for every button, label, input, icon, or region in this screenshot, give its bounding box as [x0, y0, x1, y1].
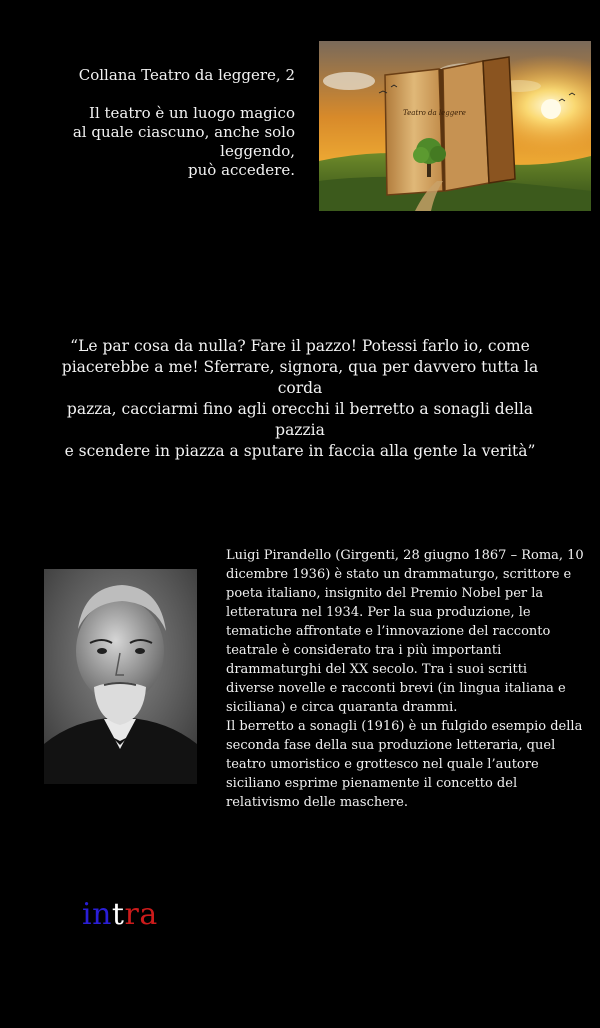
series-tagline [10, 104, 295, 180]
bio-paragraph-2 [226, 717, 586, 812]
tagline-line: Il teatro è un luogo magico [89, 104, 295, 122]
bio-line: tematiche affrontate e l’innovazione del racconto [226, 624, 551, 639]
bio-line: poeta italiano, insignito del Premio Nobel per la [226, 586, 544, 601]
bio-line: diverse novelle e racconti brevi (in lingua italiana e [226, 681, 566, 696]
bio-line: letteratura nel 1934. Per la sua produzione, le [226, 605, 531, 620]
bio-line: Luigi Pirandello (Girgenti, 28 giugno 1867 – Roma, 10 [226, 548, 584, 563]
quote-line: pazza, cacciarmi fino agli orecchi il berretto a sonagli della pazzia [66, 400, 534, 439]
bio-line: Il berretto a sonagli (1916) è un fulgido esempio della [226, 719, 583, 734]
bio-line: relativismo delle maschere. [226, 795, 408, 810]
tagline-line: al quale ciascuno, anche solo leggendo, [72, 123, 295, 160]
publisher-logo [82, 897, 158, 932]
author-biography [226, 546, 586, 812]
quote-line: e scendere in piazza a sputare in faccia alla gente la verità” [64, 442, 536, 460]
bio-line: seconda fase della sua produzione letteraria, quel [226, 738, 556, 753]
bio-paragraph-1 [226, 546, 586, 717]
tagline-line: può accedere. [188, 161, 295, 179]
bio-line: teatro umoristico e grottesco nel quale l’autore [226, 757, 539, 772]
author-portrait [44, 569, 197, 784]
pirandello-quote [40, 336, 560, 462]
series-title: Collana Teatro da leggere, 2 [78, 66, 295, 84]
logo-part-white: t [111, 897, 125, 932]
quote-line: piacerebbe a me! Sferrare, signora, qua per davvero tutta la corda [61, 358, 539, 397]
bio-line: siciliano esprime pienamente il concetto del [226, 776, 518, 791]
quote-line: “Le par cosa da nulla? Fare il pazzo! Potessi farlo io, come [70, 337, 530, 355]
bio-line: dicembre 1936) è stato un drammaturgo, scrittore e [226, 567, 572, 582]
open-book-landscape-illustration [319, 41, 591, 211]
pirandello-photo [44, 569, 197, 784]
bio-line: teatrale è considerato tra i più importanti [226, 643, 502, 658]
bio-line: drammaturghi del XX secolo. Tra i suoi scritti [226, 662, 528, 677]
bio-line: siciliana) e circa quaranta drammi. [226, 700, 458, 715]
sun-shape [541, 99, 561, 119]
book-title-text: Teatro da leggere [403, 109, 466, 117]
series-block [10, 66, 295, 180]
cover-image [319, 41, 591, 211]
logo-part-red: ra [124, 897, 158, 932]
logo-part-blue: in [82, 897, 112, 932]
